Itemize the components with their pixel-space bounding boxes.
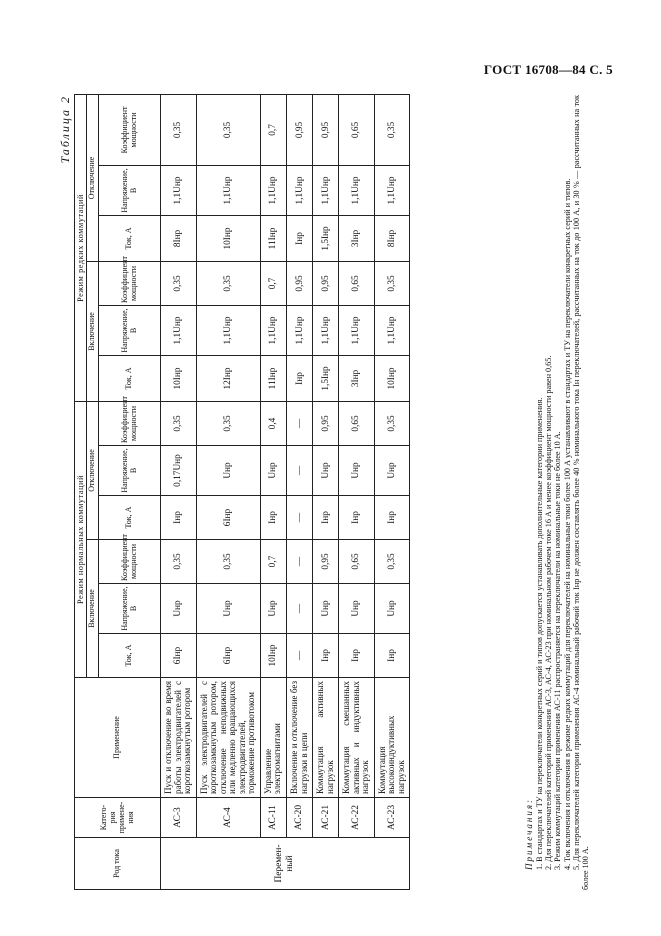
table-caption: Таблица 2 <box>58 95 72 164</box>
value-cell: — <box>286 540 312 584</box>
value-cell: 0,35 <box>374 261 410 305</box>
value-cell: — <box>286 446 312 496</box>
table-row <box>339 94 375 889</box>
col-current: Ток, А <box>99 634 161 678</box>
rare-switch-on: Включение <box>87 261 99 401</box>
normal-switch-on: Включение <box>87 540 99 678</box>
value-cell: 3Iнр <box>339 355 375 401</box>
normal-switch-off: Отключение <box>87 401 99 539</box>
application-cell: Коммутация смешанных активных и индуктивных нагрузок <box>339 678 375 798</box>
value-cell: 1,1Uнр <box>313 305 339 355</box>
value-cell: Iнр <box>374 496 410 540</box>
value-cell: Uнр <box>339 584 375 634</box>
value-cell: 1,1Uнр <box>161 165 197 215</box>
value-cell: 0,95 <box>286 261 312 305</box>
value-cell: 0,65 <box>339 401 375 445</box>
value-cell: Uнр <box>260 584 286 634</box>
value-cell: 11Iнр <box>260 215 286 261</box>
notes-heading: Примечания: <box>524 797 534 870</box>
col-voltage: Напряжение, В <box>99 305 161 355</box>
col-current: Ток, А <box>99 355 161 401</box>
value-cell: 0,17Uнр <box>161 446 197 496</box>
value-cell: 1,1Uнр <box>374 165 410 215</box>
value-cell: Iнр <box>339 496 375 540</box>
col-voltage: Напряжение, В <box>99 446 161 496</box>
note-item: 4. Ток включения и отключения в режиме редких коммутаций для переключателей на номинальные токи более 100 А устанавливают в стандартах и ТУ на переключатели конкретных серий и типов. <box>562 178 572 870</box>
col-power-factor: Коэффициент мощности <box>99 94 161 165</box>
commutation-table <box>74 94 410 890</box>
value-cell: 1,1Uнр <box>260 305 286 355</box>
value-cell: — <box>286 584 312 634</box>
value-cell: 0,35 <box>161 401 197 445</box>
group-rare-mode: Режим редких коммутаций <box>75 94 87 401</box>
value-cell: 0,65 <box>339 540 375 584</box>
value-cell: Iнр <box>260 496 286 540</box>
value-cell: 1,1Uнр <box>260 165 286 215</box>
value-cell: Uнр <box>313 446 339 496</box>
value-cell: Uнр <box>260 446 286 496</box>
current-kind-cell: Перемен-ный <box>161 838 410 890</box>
value-cell: 1,1Uнр <box>286 305 312 355</box>
value-cell: Iнр <box>161 496 197 540</box>
value-cell: 1,1Uнр <box>313 165 339 215</box>
value-cell: 0,35 <box>196 261 260 305</box>
note-item: 5. Для переключателей категории применения АС-4 номинальный рабочий ток Iнр не должен составлять более 40 % номинального тока Iн переключателей, рассчитанных на ток до 100 А, и 30 % — рассчитанных на ток более 100 А. <box>571 95 591 890</box>
application-cell: Пуск электродвигателей с короткозамкнутым ротором, отключение неподвижных или медленно вращающихся электродвигателей, торможение противотоком <box>196 678 260 798</box>
note-item: 3. Режим коммутаций категории применения АС-11 распространяется на переключатели на номинальные токи не более 10 А. <box>553 431 563 870</box>
value-cell: 1,1Uнр <box>196 165 260 215</box>
col-current: Ток, А <box>99 215 161 261</box>
category-cell: АС-20 <box>286 798 312 838</box>
value-cell: Iнр <box>286 355 312 401</box>
value-cell: 6Iнр <box>161 634 197 678</box>
col-current-kind: Род тока <box>75 838 161 890</box>
value-cell: Uнр <box>196 446 260 496</box>
value-cell: 0,95 <box>313 261 339 305</box>
col-category: Катего-рия примене-ния <box>75 798 161 838</box>
group-normal-mode: Режим нормальных коммутаций <box>75 401 87 677</box>
value-cell: 0,95 <box>286 94 312 165</box>
value-cell: Iнр <box>313 496 339 540</box>
table-row <box>161 94 197 889</box>
value-cell: 0,35 <box>196 401 260 445</box>
value-cell: 0,65 <box>339 261 375 305</box>
category-cell: АС-22 <box>339 798 375 838</box>
value-cell: 0,35 <box>161 94 197 165</box>
value-cell: 1,1Uнр <box>161 305 197 355</box>
col-application: Применение <box>75 678 161 798</box>
value-cell: 1,5Iнр <box>313 215 339 261</box>
table-row <box>313 94 339 889</box>
value-cell: 8Iнр <box>161 215 197 261</box>
col-power-factor: Коэффициент мощности <box>99 261 161 305</box>
value-cell: 0,7 <box>260 540 286 584</box>
value-cell: 6Iнр <box>196 496 260 540</box>
value-cell: 0,35 <box>374 94 410 165</box>
value-cell: 8Iнр <box>374 215 410 261</box>
col-voltage: Напряжение, В <box>99 584 161 634</box>
value-cell: Uнр <box>161 584 197 634</box>
value-cell: — <box>286 634 312 678</box>
value-cell: 0,7 <box>260 261 286 305</box>
value-cell: Iнр <box>339 634 375 678</box>
value-cell: 0,35 <box>161 540 197 584</box>
value-cell: 0,35 <box>161 261 197 305</box>
value-cell: Iнр <box>313 634 339 678</box>
value-cell: 0,35 <box>374 540 410 584</box>
application-cell: Коммутация активных нагрузок <box>313 678 339 798</box>
category-cell: АС-11 <box>260 798 286 838</box>
value-cell: 1,1Uнр <box>286 165 312 215</box>
value-cell: 10Iнр <box>196 215 260 261</box>
value-cell: 0,4 <box>260 401 286 445</box>
value-cell: 6Iнр <box>196 634 260 678</box>
value-cell: Uнр <box>374 584 410 634</box>
value-cell: 0,95 <box>313 401 339 445</box>
value-cell: 1,1Uнр <box>196 305 260 355</box>
value-cell: 0,35 <box>196 94 260 165</box>
category-cell: АС-4 <box>196 798 260 838</box>
application-cell: Пуск и отключение во время работы электродвигателей с короткозамкнутым ротором <box>161 678 197 798</box>
value-cell: 1,1Uнр <box>374 305 410 355</box>
value-cell: Iнр <box>286 215 312 261</box>
col-voltage: Напряжение, В <box>99 165 161 215</box>
value-cell: 0,35 <box>374 401 410 445</box>
rotated-table-area <box>58 95 619 890</box>
table-row <box>260 94 286 889</box>
value-cell: — <box>286 401 312 445</box>
value-cell: 1,1Uнр <box>339 305 375 355</box>
col-power-factor: Коэффициент мощности <box>99 401 161 445</box>
value-cell: 12Iнр <box>196 355 260 401</box>
value-cell: 11Iнр <box>260 355 286 401</box>
application-cell: Включение и отключение без нагрузки в цепи <box>286 678 312 798</box>
col-current: Ток, А <box>99 496 161 540</box>
value-cell: 1,5Iнр <box>313 355 339 401</box>
page-header: ГОСТ 16708—84 С. 5 <box>483 62 613 77</box>
category-cell: АС-3 <box>161 798 197 838</box>
value-cell: 10Iнр <box>260 634 286 678</box>
value-cell: 1,1Uнр <box>339 165 375 215</box>
application-cell: Управление электромагнитами <box>260 678 286 798</box>
value-cell: 0,95 <box>313 540 339 584</box>
note-item: 1. В стандартах и ТУ на переключатели конкретных серий и типов допускается устанавливать дополнительные категории применения. <box>535 397 545 870</box>
value-cell: 3Iнр <box>339 215 375 261</box>
table-row <box>196 94 260 889</box>
value-cell: 0,35 <box>196 540 260 584</box>
table-row <box>286 94 312 889</box>
value-cell: 0,7 <box>260 94 286 165</box>
value-cell: 0,95 <box>313 94 339 165</box>
value-cell: 0,65 <box>339 94 375 165</box>
rare-switch-off: Отключение <box>87 94 99 261</box>
value-cell: Uнр <box>374 446 410 496</box>
notes-block <box>524 95 590 890</box>
value-cell: Uнр <box>196 584 260 634</box>
note-item: 2. Для переключателей категорий применения АС-3, АС-4, АС-23 при номинальном рабочем токе 16 А и менее коэффициент мощности равен 0,65. <box>544 355 554 870</box>
value-cell: Uнр <box>313 584 339 634</box>
category-cell: АС-23 <box>374 798 410 838</box>
value-cell: — <box>286 496 312 540</box>
category-cell: АС-21 <box>313 798 339 838</box>
value-cell: 10Iнр <box>161 355 197 401</box>
col-power-factor: Коэффициент мощности <box>99 540 161 584</box>
value-cell: Iнр <box>374 634 410 678</box>
value-cell: 10Iнр <box>374 355 410 401</box>
value-cell: Uнр <box>339 446 375 496</box>
table-row <box>374 94 410 889</box>
application-cell: Коммутация высокоиндуктивных нагрузок <box>374 678 410 798</box>
